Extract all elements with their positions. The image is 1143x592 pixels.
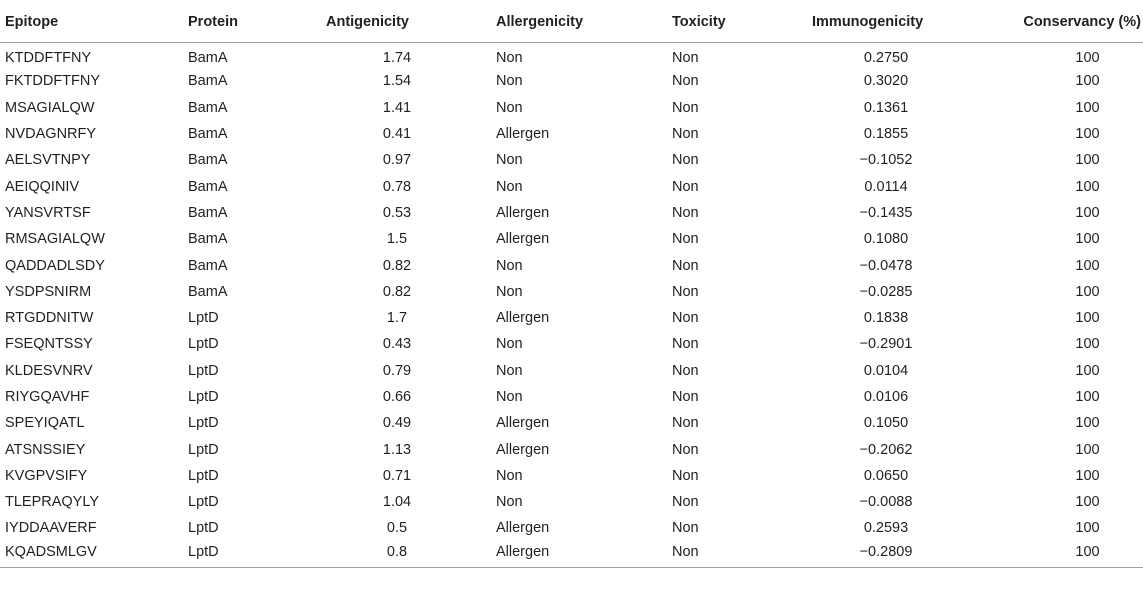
cell-allergenicity: Non bbox=[496, 283, 523, 300]
cell-allergenicity: Non bbox=[496, 257, 523, 274]
cell-epitope: FSEQNTSSY bbox=[5, 336, 93, 353]
table-row bbox=[0, 358, 1143, 384]
cell-toxicity: Non bbox=[672, 415, 699, 432]
table-row bbox=[0, 147, 1143, 173]
cell-immunogenicity: −0.0088 bbox=[859, 494, 913, 511]
cell-allergenicity: Allergen bbox=[496, 204, 550, 221]
cell-protein: BamA bbox=[188, 99, 228, 116]
cell-epitope: SPEYIQATL bbox=[5, 415, 85, 432]
cell-protein: LptD bbox=[188, 520, 219, 537]
cell-epitope: ATSNSSIEY bbox=[5, 441, 86, 458]
cell-conservancy: 100 bbox=[1075, 389, 1100, 405]
table-row bbox=[0, 463, 1143, 489]
cell-immunogenicity: 0.3020 bbox=[863, 73, 909, 90]
table-row bbox=[0, 542, 1143, 568]
cell-conservancy: 100 bbox=[1075, 336, 1100, 353]
cell-protein: LptD bbox=[188, 336, 219, 353]
cell-antigenicity: 1.13 bbox=[382, 441, 412, 458]
table-body bbox=[0, 42, 1143, 568]
cell-immunogenicity: −0.2901 bbox=[859, 336, 913, 353]
cell-antigenicity: 0.43 bbox=[382, 336, 412, 353]
cell-allergenicity: Non bbox=[496, 99, 523, 116]
cell-allergenicity: Allergen bbox=[496, 520, 550, 537]
cell-allergenicity: Non bbox=[496, 73, 523, 90]
cell-immunogenicity: −0.0478 bbox=[859, 257, 913, 274]
cell-toxicity: Non bbox=[672, 467, 699, 484]
cell-toxicity: Non bbox=[672, 494, 699, 511]
cell-antigenicity: 1.04 bbox=[382, 494, 412, 511]
cell-antigenicity: 0.41 bbox=[382, 126, 412, 143]
header-toxicity: Toxicity bbox=[672, 2, 804, 42]
table-row bbox=[0, 436, 1143, 462]
epitope-table bbox=[0, 2, 1143, 568]
cell-allergenicity: Allergen bbox=[496, 231, 550, 248]
cell-epitope: YSDPSNIRM bbox=[5, 283, 92, 300]
table-row bbox=[0, 173, 1143, 199]
cell-antigenicity: 1.74 bbox=[382, 50, 412, 67]
cell-allergenicity: Non bbox=[496, 50, 523, 67]
cell-toxicity: Non bbox=[672, 50, 699, 67]
cell-protein: LptD bbox=[188, 494, 219, 511]
cell-protein: LptD bbox=[188, 415, 219, 432]
cell-epitope: KQADSMLGV bbox=[0, 542, 188, 568]
cell-protein: LptD bbox=[188, 362, 219, 379]
cell-immunogenicity: −0.2062 bbox=[859, 441, 913, 458]
cell-protein: LptD bbox=[188, 542, 326, 568]
cell-allergenicity: Allergen bbox=[496, 126, 550, 143]
cell-conservancy: 100 bbox=[1075, 441, 1100, 458]
cell-antigenicity: 0.97 bbox=[382, 152, 412, 169]
cell-immunogenicity: 0.0114 bbox=[864, 178, 908, 195]
cell-protein: LptD bbox=[188, 389, 219, 405]
cell-protein: LptD bbox=[188, 310, 219, 327]
cell-conservancy: 100 bbox=[1075, 520, 1100, 537]
cell-toxicity: Non bbox=[672, 178, 699, 195]
table-row bbox=[0, 331, 1143, 357]
cell-epitope: MSAGIALQW bbox=[5, 99, 95, 116]
cell-immunogenicity: −0.1435 bbox=[859, 204, 913, 221]
header-allergenicity: Allergenicity bbox=[496, 2, 672, 42]
table-row bbox=[0, 68, 1143, 94]
cell-antigenicity: 1.7 bbox=[386, 310, 408, 327]
cell-conservancy: 100 bbox=[1075, 152, 1100, 169]
cell-toxicity: Non bbox=[672, 542, 804, 568]
cell-epitope: KLDESVNRV bbox=[5, 362, 93, 379]
cell-toxicity: Non bbox=[672, 389, 699, 405]
cell-conservancy: 100 bbox=[996, 542, 1143, 568]
cell-protein: BamA bbox=[188, 257, 228, 274]
cell-immunogenicity: 0.1855 bbox=[863, 126, 909, 143]
cell-allergenicity: Allergen bbox=[496, 310, 550, 327]
cell-protein: BamA bbox=[188, 178, 228, 195]
cell-epitope: AEIQQINIV bbox=[5, 178, 80, 195]
table-row bbox=[0, 489, 1143, 515]
cell-allergenicity: Non bbox=[496, 389, 523, 405]
cell-immunogenicity: 0.0650 bbox=[863, 467, 909, 484]
cell-toxicity: Non bbox=[672, 126, 699, 143]
cell-immunogenicity: 0.1361 bbox=[863, 99, 909, 116]
cell-immunogenicity: 0.2750 bbox=[863, 50, 909, 67]
cell-protein: BamA bbox=[188, 152, 228, 169]
cell-conservancy: 100 bbox=[1075, 310, 1100, 327]
cell-protein: LptD bbox=[188, 467, 219, 484]
cell-antigenicity: 0.66 bbox=[382, 389, 412, 405]
cell-antigenicity: 1.41 bbox=[382, 99, 412, 116]
cell-toxicity: Non bbox=[672, 520, 699, 537]
cell-protein: BamA bbox=[188, 231, 228, 248]
cell-toxicity: Non bbox=[672, 336, 699, 353]
cell-conservancy: 100 bbox=[1075, 257, 1100, 274]
cell-toxicity: Non bbox=[672, 73, 699, 90]
cell-antigenicity: 0.79 bbox=[382, 362, 412, 379]
cell-antigenicity: 0.71 bbox=[382, 467, 412, 484]
cell-immunogenicity: 0.1838 bbox=[863, 310, 909, 327]
cell-protein: LptD bbox=[188, 441, 219, 458]
table-row bbox=[0, 305, 1143, 331]
cell-conservancy: 100 bbox=[1075, 126, 1100, 143]
cell-toxicity: Non bbox=[672, 152, 699, 169]
table-row bbox=[0, 200, 1143, 226]
cell-immunogenicity: 0.0106 bbox=[863, 389, 909, 405]
cell-conservancy: 100 bbox=[1075, 362, 1100, 379]
cell-immunogenicity: 0.0104 bbox=[863, 362, 909, 379]
cell-protein: BamA bbox=[188, 204, 228, 221]
cell-allergenicity: Allergen bbox=[496, 542, 672, 568]
cell-antigenicity: 0.8 bbox=[326, 542, 496, 568]
cell-epitope: KTDDFTFNY bbox=[5, 50, 92, 67]
table-row bbox=[0, 42, 1143, 68]
cell-antigenicity: 0.82 bbox=[382, 257, 412, 274]
cell-immunogenicity: 0.1050 bbox=[863, 415, 909, 432]
cell-conservancy: 100 bbox=[1075, 467, 1100, 484]
header-conservancy: Conservancy (%) bbox=[996, 2, 1143, 42]
table-header-row bbox=[0, 2, 1143, 42]
table-row bbox=[0, 384, 1143, 410]
cell-toxicity: Non bbox=[672, 441, 699, 458]
cell-allergenicity: Non bbox=[496, 494, 523, 511]
cell-epitope: TLEPRAQYLY bbox=[5, 494, 100, 511]
cell-conservancy: 100 bbox=[1075, 283, 1100, 300]
table-row bbox=[0, 515, 1143, 541]
cell-antigenicity: 0.82 bbox=[382, 283, 412, 300]
cell-immunogenicity: −0.1052 bbox=[859, 152, 913, 169]
cell-conservancy: 100 bbox=[1075, 494, 1100, 511]
cell-toxicity: Non bbox=[672, 204, 699, 221]
cell-protein: BamA bbox=[188, 73, 228, 90]
cell-toxicity: Non bbox=[672, 310, 699, 327]
cell-toxicity: Non bbox=[672, 283, 699, 300]
cell-epitope: YANSVRTSF bbox=[5, 204, 91, 221]
cell-epitope: RTGDDNITW bbox=[5, 310, 94, 327]
table-row bbox=[0, 121, 1143, 147]
cell-protein: BamA bbox=[188, 50, 228, 67]
table-row bbox=[0, 410, 1143, 436]
cell-toxicity: Non bbox=[672, 257, 699, 274]
cell-antigenicity: 1.5 bbox=[386, 231, 408, 248]
cell-allergenicity: Non bbox=[496, 178, 523, 195]
header-antigenicity: Antigenicity bbox=[326, 2, 496, 42]
header-epitope: Epitope bbox=[0, 2, 188, 42]
cell-toxicity: Non bbox=[672, 362, 699, 379]
cell-allergenicity: Non bbox=[496, 362, 523, 379]
cell-conservancy: 100 bbox=[1075, 231, 1100, 248]
cell-conservancy: 100 bbox=[1075, 415, 1100, 432]
table-row bbox=[0, 279, 1143, 305]
header-protein: Protein bbox=[188, 2, 326, 42]
cell-antigenicity: 0.5 bbox=[386, 520, 408, 537]
cell-protein: BamA bbox=[188, 126, 228, 143]
cell-immunogenicity: −0.0285 bbox=[859, 283, 913, 300]
cell-epitope: AELSVTNPY bbox=[5, 152, 91, 169]
table-row bbox=[0, 252, 1143, 278]
cell-epitope: NVDAGNRFY bbox=[5, 126, 97, 143]
cell-allergenicity: Allergen bbox=[496, 441, 550, 458]
cell-conservancy: 100 bbox=[1075, 73, 1100, 90]
cell-immunogenicity: 0.1080 bbox=[863, 231, 909, 248]
cell-antigenicity: 0.78 bbox=[382, 178, 412, 195]
cell-allergenicity: Non bbox=[496, 467, 523, 484]
cell-toxicity: Non bbox=[672, 99, 699, 116]
cell-immunogenicity: −0.2809 bbox=[804, 542, 996, 568]
cell-conservancy: 100 bbox=[1075, 99, 1100, 116]
cell-immunogenicity: 0.2593 bbox=[863, 520, 909, 537]
cell-conservancy: 100 bbox=[1075, 50, 1100, 67]
cell-epitope: RMSAGIALQW bbox=[5, 231, 105, 248]
cell-conservancy: 100 bbox=[1075, 178, 1100, 195]
cell-conservancy: 100 bbox=[1075, 204, 1100, 221]
cell-antigenicity: 0.49 bbox=[382, 415, 412, 432]
table-row bbox=[0, 226, 1143, 252]
cell-allergenicity: Non bbox=[496, 152, 523, 169]
table-row bbox=[0, 95, 1143, 121]
cell-toxicity: Non bbox=[672, 231, 699, 248]
cell-epitope: IYDDAAVERF bbox=[5, 520, 97, 537]
cell-allergenicity: Allergen bbox=[496, 415, 550, 432]
cell-antigenicity: 0.53 bbox=[382, 204, 412, 221]
cell-epitope: RIYGQAVHF bbox=[5, 389, 90, 405]
cell-epitope: QADDADLSDY bbox=[5, 257, 105, 274]
header-immunogenicity: Immunogenicity bbox=[804, 2, 996, 42]
cell-allergenicity: Non bbox=[496, 336, 523, 353]
cell-epitope: FKTDDFTFNY bbox=[5, 73, 101, 90]
cell-antigenicity: 1.54 bbox=[382, 73, 412, 90]
cell-protein: BamA bbox=[188, 283, 228, 300]
cell-epitope: KVGPVSIFY bbox=[5, 467, 88, 484]
